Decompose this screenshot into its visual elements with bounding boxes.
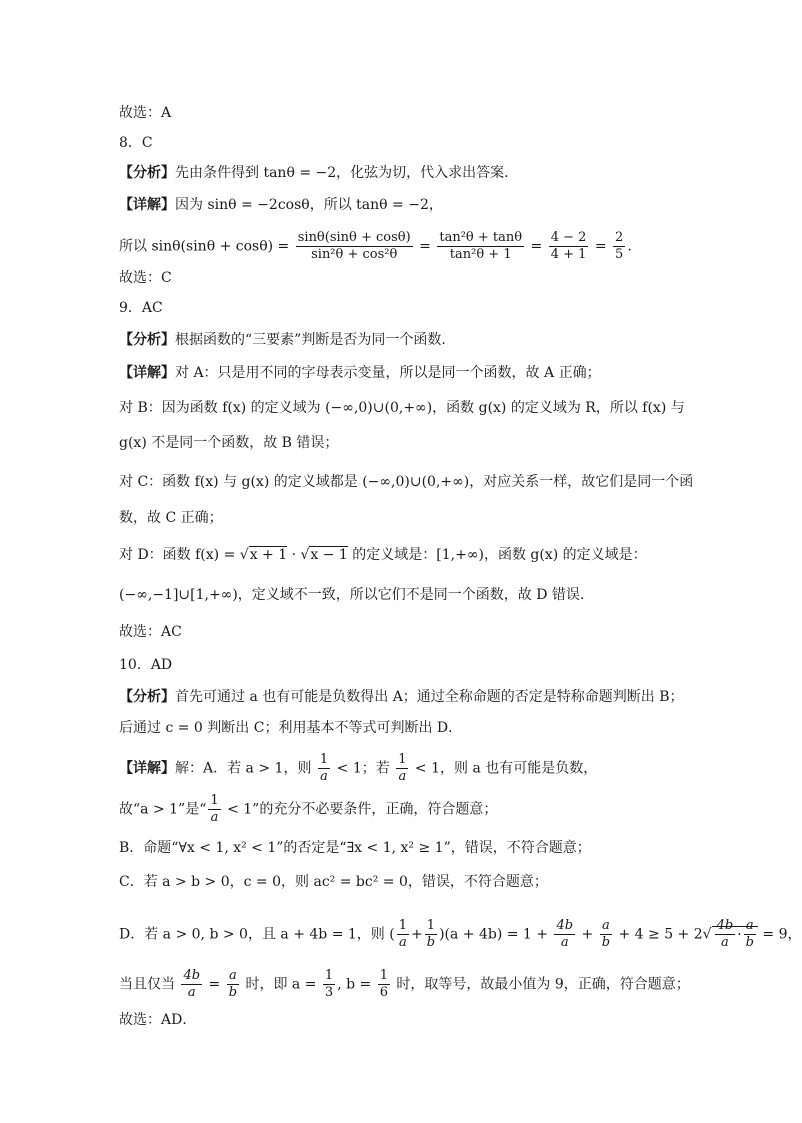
denominator: a (560, 935, 569, 950)
numerator: 4b (556, 918, 574, 933)
denominator: 5 (615, 247, 624, 262)
radicand: x + 1 (249, 547, 288, 563)
detail-line (119, 195, 443, 215)
answer-line: 故选：C (119, 270, 172, 286)
fraction (425, 918, 437, 951)
denominator: tan²θ + 1 (449, 247, 512, 262)
denominator: sin²θ + cos²θ (311, 247, 398, 262)
denominator: 4 + 1 (550, 247, 587, 262)
numerator: a (744, 918, 756, 935)
fraction (208, 793, 220, 826)
body-line: 后通过 c = 0 判断出 C；利用基本不等式可判断出 D． (119, 720, 463, 736)
fraction (181, 968, 202, 1001)
numerator: 1 (210, 793, 219, 808)
fraction (378, 968, 390, 1001)
fraction (437, 230, 524, 263)
analysis-tag: 【分析】 (119, 689, 175, 705)
numerator: 1 (398, 918, 407, 933)
body-line: 对 B：因为函数 f(x) 的定义域为 (−∞,0)∪(0,+∞)，函数 g(x) 的定义域为 R，所以 f(x) 与 (119, 400, 685, 416)
fraction (600, 918, 612, 951)
body-line: B．命题“∀x < 1, x² < 1”的否定是“∃x < 1, x² ≥ 1”，错误，不符合题意； (119, 840, 591, 856)
denominator: b (601, 935, 611, 950)
text: · (287, 547, 301, 563)
text: 的定义域是：[1,+∞)，函数 g(x) 的定义域是： (347, 547, 647, 563)
detail-text: 对 A：只是用不同的字母表示变量，所以是同一个函数，故 A 正确； (175, 365, 601, 381)
radicand (712, 918, 758, 950)
text: · (737, 926, 742, 943)
denominator: a (187, 985, 196, 1000)
denominator: a (398, 769, 407, 784)
denominator: b (228, 985, 238, 1000)
text: 对 D：函数 f(x) = (119, 547, 240, 563)
analysis-text: 先由条件得到 tanθ = −2，化弦为切，代入求出答案. (175, 165, 509, 181)
numerator: 1 (398, 752, 407, 767)
question-number: 9．AC (119, 300, 163, 316)
numerator: a (600, 918, 612, 935)
text: + (577, 926, 598, 943)
analysis-tag: 【分析】 (119, 165, 175, 181)
text: , b = (337, 976, 376, 993)
text: < 1”的充分不必要条件，正确，符合题意； (222, 801, 498, 818)
denominator: a (320, 769, 328, 784)
paren: ( (389, 926, 395, 943)
text: + 4 ≥ 5 + 2 (614, 926, 703, 943)
fraction (323, 968, 335, 1001)
numerator: sinθ(sinθ + cosθ) (297, 230, 411, 245)
equation-line (119, 968, 690, 1001)
numerator: 2 (615, 230, 624, 245)
analysis-tag: 【分析】 (119, 332, 175, 348)
numerator: 1 (425, 918, 437, 935)
body-line: g(x) 不是同一个函数，故 B 错误； (119, 435, 339, 451)
equation-lhs: 所以 sinθ(sinθ + cosθ) = (119, 238, 294, 255)
question-number: 8．C (119, 135, 153, 151)
equation-line: D．若 a > 0, b > 0，且 a + 4b = 1，则 ( $\frac{1}{a}$ + $\frac{1}{b}$ )(a + 4b) = 1 + $\frac{4b}{a}$ + $\frac{a}{b}$ + 4 ≥ 5 + 2√ $\frac{4b}{a}$ · $\frac{a}{b}$ = 9， (119, 918, 802, 950)
denominator: 6 (379, 985, 388, 1000)
question-number: 10．AD (119, 657, 173, 673)
analysis-text: 首先可通过 a 也有可能是负数得出 A；通过全称命题的否定是特称命题判断出 B； (175, 689, 684, 705)
analysis-line (119, 687, 684, 707)
fraction (296, 230, 413, 263)
text: 解：A．若 a > 1，则 (175, 760, 316, 777)
denominator: a (398, 935, 407, 950)
numerator: 1 (319, 752, 329, 767)
denominator: b (745, 935, 754, 950)
numerator: 1 (379, 968, 388, 983)
denominator: b (426, 935, 436, 950)
equation-line: 所以 sinθ(sinθ + cosθ) = $\frac{\sin\theta(\sin\theta + \cos\theta)}{\text{sin²θ + cos²θ}}$ = $\frac{\text{tan²θ + tanθ}}{\text{tan²θ + 1}}$ = $\frac{4 - 2}{4 + 1}$ = $\frac{2}{5}$ . (119, 230, 632, 262)
analysis-line (119, 163, 509, 183)
denominator: a (720, 935, 729, 950)
body-line: (−∞,−1]∪[1,+∞)，定义域不一致，所以它们不是同一个函数，故 D 错误. (119, 587, 585, 603)
fraction (227, 968, 239, 1001)
denominator: a (210, 810, 219, 825)
body-line (119, 793, 497, 826)
radicand: x − 1 (310, 547, 348, 563)
detail-line (119, 363, 601, 383)
denominator: 3 (324, 985, 334, 1000)
text: 时，即 a = (241, 976, 321, 993)
text: )(a + 4b) = 1 + (439, 926, 553, 943)
detail-tag: 【详解】 (119, 760, 175, 777)
fraction (549, 230, 589, 263)
text: 当且仅当 (119, 976, 180, 993)
text: 时，取等号，故最小值为 9，正确，符合题意； (391, 976, 690, 993)
numerator: 1 (324, 968, 334, 983)
text: 故“a > 1”是“ (119, 801, 207, 818)
fraction (744, 918, 756, 951)
text: = (204, 976, 225, 993)
analysis-line (119, 330, 446, 350)
answer-line: 故选：AD． (119, 1012, 197, 1028)
detail-text: 因为 sinθ = −2cosθ，所以 tanθ = −2， (175, 197, 443, 213)
detail-line (119, 752, 597, 785)
body-line: 数，故 C 正确； (119, 510, 223, 526)
numerator: 4b (716, 918, 734, 933)
text: < 1；若 (332, 760, 395, 777)
numerator: a (227, 968, 239, 985)
fraction (715, 918, 736, 951)
answer-line: 故选：A (119, 105, 172, 121)
detail-tag: 【详解】 (119, 365, 175, 381)
analysis-text: 根据函数的“三要素”判断是否为同一个函数. (175, 332, 446, 348)
numerator: tan²θ + tanθ (439, 230, 523, 245)
text: < 1，则 a 也有可能是负数， (410, 760, 598, 777)
fraction (554, 918, 575, 951)
numerator: 4 − 2 (550, 230, 587, 245)
fraction (397, 918, 409, 951)
numerator: 4b (183, 968, 201, 983)
answer-line: 故选：AC (119, 624, 182, 640)
fraction (396, 752, 408, 785)
body-line: 对 D：函数 f(x) = √x + 1 · √x − 1 的定义域是：[1,+∞)，函数 g(x) 的定义域是： (119, 547, 647, 563)
body-line: C．若 a > b > 0，c = 0，则 ac² = bc² = 0，错误，不符合题意； (119, 874, 548, 890)
fraction (613, 230, 625, 263)
detail-tag: 【详解】 (119, 197, 175, 213)
fraction (318, 752, 330, 785)
text: = 9， (757, 926, 802, 943)
body-line: 对 C：函数 f(x) 与 g(x) 的定义域都是 (−∞,0)∪(0,+∞)，对应关系一样，故它们是同一个函 (119, 474, 694, 490)
text: D．若 a > 0, b > 0，且 a + 4b = 1，则 (119, 926, 390, 943)
